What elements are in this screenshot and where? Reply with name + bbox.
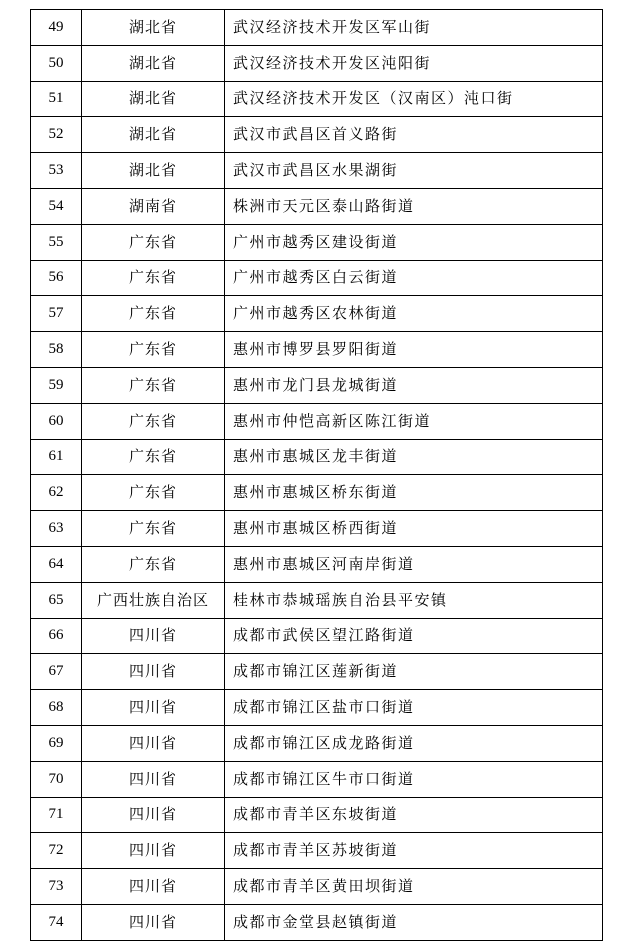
row-number-cell: 62: [31, 475, 82, 511]
row-number-cell: 67: [31, 654, 82, 690]
place-name-cell: 广州市越秀区建设街道: [225, 224, 603, 260]
row-number-cell: 61: [31, 439, 82, 475]
place-name-cell: 成都市锦江区盐市口街道: [225, 690, 603, 726]
row-number-cell: 50: [31, 45, 82, 81]
province-cell: 四川省: [82, 904, 225, 940]
place-name-cell: 惠州市惠城区河南岸街道: [225, 546, 603, 582]
place-name-cell: 武汉市武昌区首义路街: [225, 117, 603, 153]
province-cell: 广东省: [82, 403, 225, 439]
table-row: [31, 224, 603, 260]
table-row: [31, 869, 603, 905]
province-cell: 四川省: [82, 690, 225, 726]
table-row: [31, 153, 603, 189]
place-name-cell: 成都市锦江区牛市口街道: [225, 761, 603, 797]
place-name-cell: 成都市武侯区望江路街道: [225, 618, 603, 654]
row-number-cell: 70: [31, 761, 82, 797]
row-number-cell: 57: [31, 296, 82, 332]
row-number-cell: 49: [31, 10, 82, 46]
row-number-cell: 60: [31, 403, 82, 439]
table-row: [31, 725, 603, 761]
province-cell: 广东省: [82, 475, 225, 511]
province-cell: 四川省: [82, 833, 225, 869]
table-row: [31, 367, 603, 403]
place-name-cell: 惠州市惠城区桥西街道: [225, 511, 603, 547]
table-row: [31, 10, 603, 46]
province-cell: 湖北省: [82, 10, 225, 46]
province-cell: 四川省: [82, 869, 225, 905]
row-number-cell: 55: [31, 224, 82, 260]
place-name-cell: 成都市青羊区黄田坝街道: [225, 869, 603, 905]
province-cell: 湖北省: [82, 81, 225, 117]
province-cell: 四川省: [82, 618, 225, 654]
province-cell: 四川省: [82, 797, 225, 833]
place-name-cell: 武汉经济技术开发区军山街: [225, 10, 603, 46]
street-list-table: [30, 9, 603, 941]
province-cell: 湖北省: [82, 153, 225, 189]
row-number-cell: 69: [31, 725, 82, 761]
place-name-cell: 成都市金堂县赵镇街道: [225, 904, 603, 940]
province-cell: 广东省: [82, 332, 225, 368]
province-cell: 四川省: [82, 761, 225, 797]
province-cell: 湖南省: [82, 188, 225, 224]
row-number-cell: 68: [31, 690, 82, 726]
table-row: [31, 582, 603, 618]
row-number-cell: 58: [31, 332, 82, 368]
place-name-cell: 成都市青羊区苏坡街道: [225, 833, 603, 869]
place-name-cell: 惠州市惠城区龙丰街道: [225, 439, 603, 475]
row-number-cell: 71: [31, 797, 82, 833]
row-number-cell: 63: [31, 511, 82, 547]
table-row: [31, 439, 603, 475]
province-cell: 四川省: [82, 725, 225, 761]
row-number-cell: 52: [31, 117, 82, 153]
place-name-cell: 株洲市天元区泰山路街道: [225, 188, 603, 224]
table-row: [31, 45, 603, 81]
table-row: [31, 81, 603, 117]
table-row: [31, 654, 603, 690]
table-row: [31, 690, 603, 726]
province-cell: 广东省: [82, 296, 225, 332]
table-row: [31, 188, 603, 224]
row-number-cell: 53: [31, 153, 82, 189]
table-row: [31, 260, 603, 296]
row-number-cell: 64: [31, 546, 82, 582]
table-row: [31, 797, 603, 833]
province-cell: 广东省: [82, 439, 225, 475]
table-row: [31, 618, 603, 654]
table-row: [31, 833, 603, 869]
table-row: [31, 117, 603, 153]
province-cell: 广东省: [82, 260, 225, 296]
place-name-cell: 武汉经济技术开发区（汉南区）沌口街: [225, 81, 603, 117]
place-name-cell: 广州市越秀区农林街道: [225, 296, 603, 332]
province-cell: 广东省: [82, 511, 225, 547]
row-number-cell: 73: [31, 869, 82, 905]
place-name-cell: 成都市锦江区成龙路街道: [225, 725, 603, 761]
place-name-cell: 桂林市恭城瑶族自治县平安镇: [225, 582, 603, 618]
place-name-cell: 惠州市仲恺高新区陈江街道: [225, 403, 603, 439]
row-number-cell: 72: [31, 833, 82, 869]
province-cell: 湖北省: [82, 117, 225, 153]
province-cell: 广东省: [82, 224, 225, 260]
province-cell: 广东省: [82, 546, 225, 582]
row-number-cell: 51: [31, 81, 82, 117]
row-number-cell: 54: [31, 188, 82, 224]
place-name-cell: 武汉经济技术开发区沌阳街: [225, 45, 603, 81]
table-row: [31, 904, 603, 940]
table-row: [31, 475, 603, 511]
table-row: [31, 761, 603, 797]
province-cell: 湖北省: [82, 45, 225, 81]
province-cell: 四川省: [82, 654, 225, 690]
place-name-cell: 成都市锦江区莲新街道: [225, 654, 603, 690]
place-name-cell: 惠州市博罗县罗阳街道: [225, 332, 603, 368]
row-number-cell: 65: [31, 582, 82, 618]
table-row: [31, 511, 603, 547]
table-row: [31, 403, 603, 439]
place-name-cell: 成都市青羊区东坡街道: [225, 797, 603, 833]
place-name-cell: 惠州市龙门县龙城街道: [225, 367, 603, 403]
table-body: [31, 10, 603, 941]
row-number-cell: 74: [31, 904, 82, 940]
place-name-cell: 武汉市武昌区水果湖街: [225, 153, 603, 189]
province-cell: 广东省: [82, 367, 225, 403]
row-number-cell: 56: [31, 260, 82, 296]
table-row: [31, 546, 603, 582]
place-name-cell: 惠州市惠城区桥东街道: [225, 475, 603, 511]
table-row: [31, 332, 603, 368]
province-cell: 广西壮族自治区: [82, 582, 225, 618]
table-row: [31, 296, 603, 332]
row-number-cell: 66: [31, 618, 82, 654]
place-name-cell: 广州市越秀区白云街道: [225, 260, 603, 296]
row-number-cell: 59: [31, 367, 82, 403]
